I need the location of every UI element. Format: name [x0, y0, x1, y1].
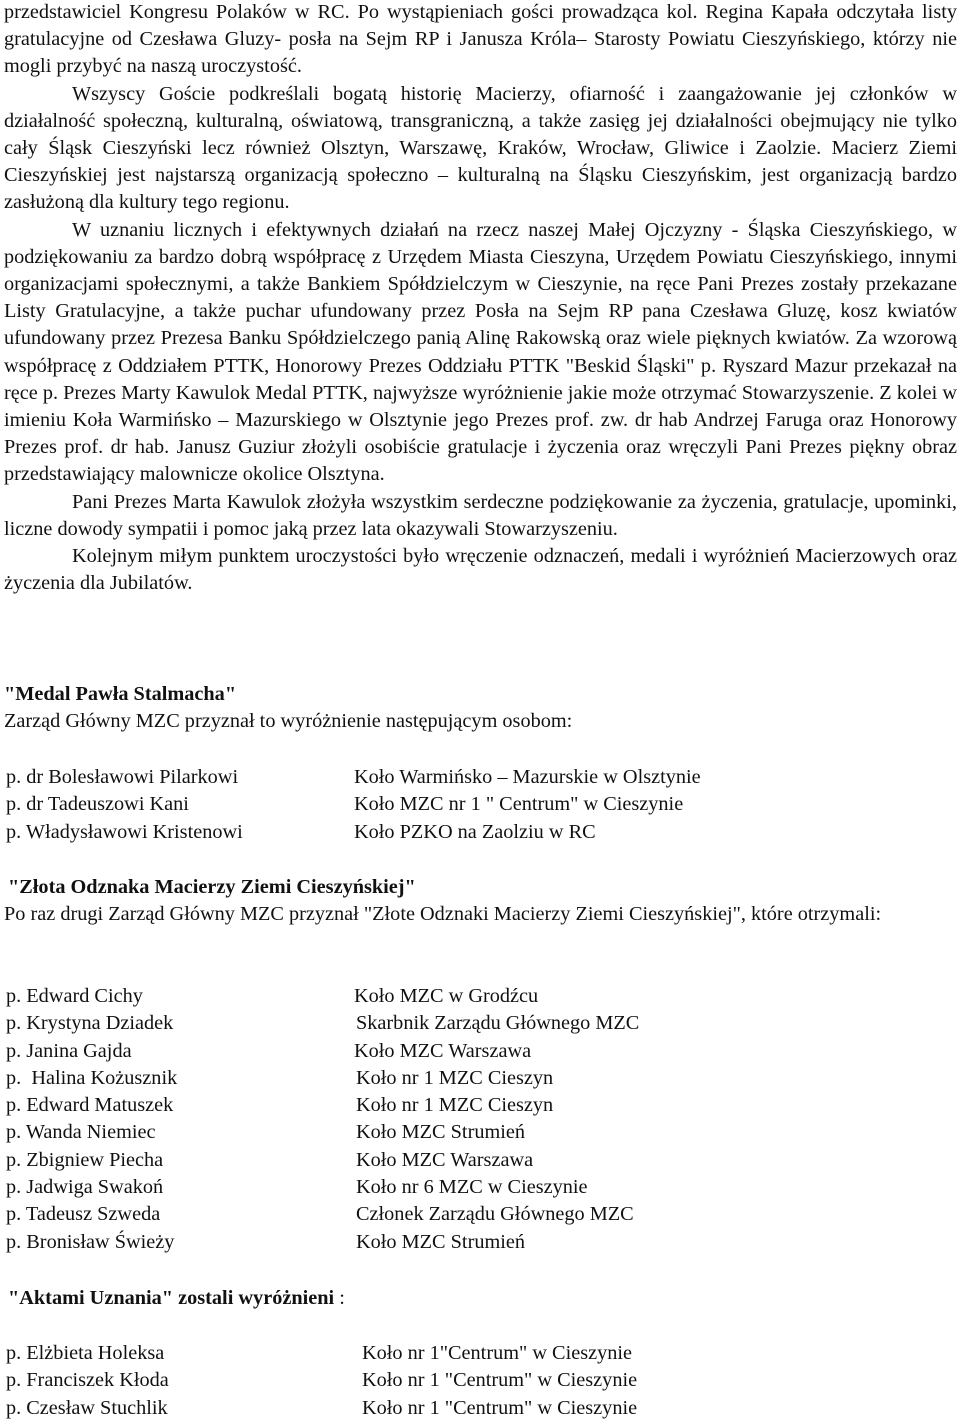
- recipient-org: Koło PZKO na Zaolziu w RC: [354, 820, 596, 843]
- medal-heading: "Medal Pawła Stalmacha": [4, 683, 237, 705]
- recipient-name: p. Tadeusz Szweda: [6, 1203, 161, 1226]
- list-item: [6, 1038, 946, 1065]
- recipient-org: Koło MZC w Grodźcu: [354, 985, 539, 1007]
- badge-heading: "Złota Odznaka Macierzy Ziemi Cieszyńskiej": [8, 876, 416, 898]
- medal-intro: Zarząd Główny MZC przyznał to wyróżnienie następującym osobom:: [4, 710, 573, 732]
- recipient-name: p. Krystyna Dziadek: [6, 1012, 174, 1035]
- recipient-org: Koło MZC Warszawa: [356, 1148, 534, 1171]
- list-item: [6, 1174, 946, 1201]
- paragraph-3: W uznaniu licznych i efektywnych działań na rzecz naszej Małej Ojczyzny - Śląska Cieszyńskiego, w podziękowaniu za bardzo dobrą współpracę z Urzędem Miasta Cieszyna, Urzędem Powiatu Cieszyńskiego, innymi organizacjami społecznymi, a także Bankiem Spółdzielczym w Cieszynie, na ręce Pani Prezes zostały przekazane Listy Gratulacyjne, a także puchar ufundowany przez Posła na Sejm RP pana Czesława Gluzę, kosz kwiatów ufundowany przez Prezesa Banku Spółdzielczego panią Alinę Rakowską oraz wiele pięknych kwiatów. Za wzorową współpracę z Oddziałem PTTK, Honorowy Prezes Oddziału PTTK "Beskid Śląski" p. Ryszard Mazur przekazał na ręce p. Prezes Marty Kawulok Medal PTTK, najwyższe wyróżnienie jakie może otrzymać Stowarzyszenie. Z kolei w imieniu Koła Warmińsko – Mazurskiego w Olsztynie jego Prezes prof. zw. dr hab Andrzej Faruga oraz Honorowy Prezes prof. dr hab. Janusz Guziur złożyli osobiście gratulacje i życzenia oraz wręczyli Pani Prezes piękny obraz przedstawiający malownicze okolice Olsztyna.: [4, 218, 957, 486]
- recipient-name: p. Franciszek Kłoda: [6, 1369, 169, 1392]
- recipient-org: Koło nr 6 MZC w Cieszynie: [356, 1176, 588, 1199]
- recipient-name: p. Halina Kożusznik: [6, 1066, 178, 1089]
- paragraph-5: Kolejnym miłym punktem uroczystości było wręczenie odznaczeń, medali i wyróżnień Macierzowych oraz życzenia dla Jubilatów.: [4, 545, 957, 595]
- recipient-org: Koło MZC nr 1 " Centrum" w Cieszynie: [354, 793, 684, 816]
- recipient-name: p. Edward Cichy: [6, 985, 143, 1007]
- list-item: [6, 1010, 946, 1037]
- badge-intro: Po raz drugi Zarząd Główny MZC przyznał "Złote Odznaki Macierzy Ziemi Cieszyńskiej", które otrzymali:: [4, 903, 882, 925]
- paragraph-4: Pani Prezes Marta Kawulok złożyła wszystkim serdeczne podziękowanie za życzenia, gratulacje, upominki, liczne dowody sympatii i pomoc jaką przez lata okazywali Stowarzyszeniu.: [4, 490, 957, 540]
- list-item: [6, 1340, 946, 1367]
- list-item: [6, 1119, 946, 1146]
- recipient-org: Skarbnik Zarządu Głównego MZC: [356, 1012, 640, 1035]
- recipient-org: Koło MZC Strumień: [356, 1230, 526, 1253]
- recipient-name: p. Edward Matuszek: [6, 1094, 174, 1117]
- medal-recipients-list: [6, 764, 946, 846]
- list-item: [6, 1367, 946, 1394]
- recipient-name: p. Zbigniew Piecha: [6, 1148, 164, 1171]
- paragraph-1: przedstawiciel Kongresu Polaków w RC. Po wystąpieniach gości prowadząca kol. Regina Kapała odczytała listy gratulacyjne od Czesława Gluzy- posła na Sejm RP i Janusza Króla– Starosty Powiatu Cieszyńskiego, którzy nie mogli przybyć na naszą uroczystość.: [4, 1, 957, 78]
- recipient-name: p. dr Tadeuszowi Kani: [6, 793, 189, 816]
- recipient-name: p. Jadwiga Swakoń: [6, 1176, 164, 1199]
- acts-heading: "Aktami Uznania" zostali wyróżnieni: [8, 1287, 335, 1309]
- recipient-org: Koło MZC Warszawa: [354, 1039, 532, 1062]
- list-item: [6, 1201, 946, 1228]
- list-item: [6, 1229, 946, 1256]
- recipient-name: p. Elżbieta Holeksa: [6, 1342, 165, 1364]
- recipient-name: p. Wanda Niemiec: [6, 1121, 156, 1144]
- acts-heading-line: [8, 1285, 345, 1312]
- recipient-org: Koło nr 1 MZC Cieszyn: [356, 1066, 554, 1089]
- recipient-org: Koło nr 1 "Centrum" w Cieszynie: [362, 1369, 638, 1392]
- recipient-name: p. dr Bolesławowi Pilarkowi: [6, 766, 239, 788]
- recipient-org: Koło nr 1"Centrum" w Cieszynie: [362, 1342, 633, 1364]
- recipient-org: Członek Zarządu Głównego MZC: [356, 1203, 634, 1226]
- recipient-name: p. Czesław Stuchlik: [6, 1396, 168, 1419]
- acts-recipients-list: [6, 1340, 946, 1422]
- list-item: [6, 1147, 946, 1174]
- recipient-name: p. Władysławowi Kristenowi: [6, 820, 243, 843]
- recipient-name: p. Janina Gajda: [6, 1039, 132, 1062]
- body-text: [4, 0, 957, 597]
- list-item: [6, 819, 946, 846]
- recipient-org: Koło nr 1 "Centrum" w Cieszynie: [362, 1396, 638, 1419]
- paragraph-2: Wszyscy Goście podkreślali bogatą historię Macierzy, ofiarność i zaangażowanie jej członków w działalność społeczną, kulturalną, oświatową, transgraniczną, a także zasięg jej działalności obejmujący nie tylko cały Śląsk Cieszyński lecz również Olsztyn, Warszawę, Kraków, Wrocław, Gliwice i Zaolzie. Macierz Ziemi Cieszyńskiej jest najstarszą organizacją społeczno – kulturalną na Śląsku Cieszyńskim, jest organizacją bardzo zasłużoną dla kultury tego regionu.: [4, 82, 957, 214]
- list-item: [6, 764, 946, 791]
- list-item: [6, 1092, 946, 1119]
- list-item: [6, 791, 946, 818]
- list-item: [6, 1065, 946, 1092]
- recipient-org: Koło nr 1 MZC Cieszyn: [356, 1094, 554, 1117]
- badge-recipients-list: [6, 983, 946, 1256]
- recipient-org: Koło MZC Strumień: [356, 1121, 526, 1144]
- list-item: [6, 1395, 946, 1422]
- list-item: [6, 983, 946, 1010]
- recipient-org: Koło Warmińsko – Mazurskie w Olsztynie: [354, 766, 701, 788]
- acts-heading-suffix: :: [334, 1287, 345, 1309]
- recipient-name: p. Bronisław Świeży: [6, 1230, 175, 1253]
